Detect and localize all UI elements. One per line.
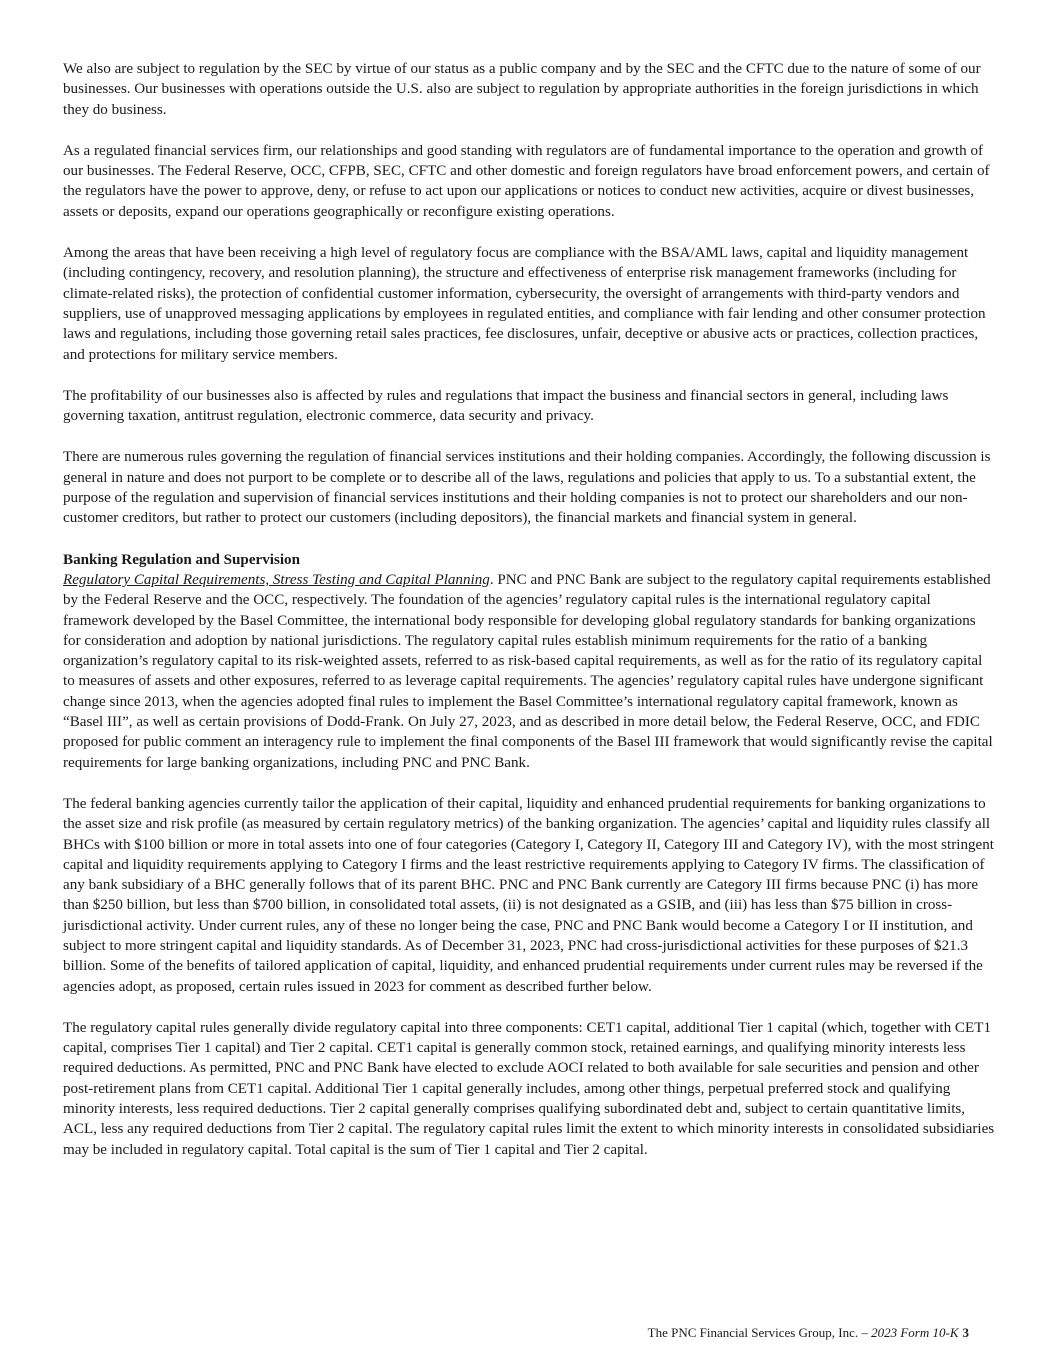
paragraph-regulatory-relationships: As a regulated financial services firm, our relationships and good standing with regulators are of fundamental importance to the operation and growth of our businesses. The Federal Reserve, OCC, CFPB, SEC, CFTC and other domestic and foreign regulators have broad enforcement powers, and certain of the regulators have the power to approve, deny, or refuse to act upon our applications or notices to conduct new activities, acquire or divest businesses, assets or deposits, expand our operations geographically or reconfigure existing operations. (63, 142, 990, 220)
paragraph-regulatory-focus: Among the areas that have been receiving a high level of regulatory focus are compliance with the BSA/AML laws, capital and liquidity management (including contingency, recovery, and resolution planning), the structure and effectiveness of enterprise risk management frameworks (including for climate-related risks), the protection of confidential customer information, cybersecurity, the oversight of arrangements with third-party vendors and suppliers, use of unapproved messaging applications by employees in regulated entities, and compliance with fair lending and other consumer protection laws and regulations, including those governing retail sales practices, fee disclosures, unfair, deceptive or abusive acts or practices, collection practices, and protections for military service members. (63, 245, 986, 363)
subheading-capital-planning: Regulatory Capital Requirements, Stress Testing and Capital Planning (63, 571, 490, 588)
document-body (63, 59, 997, 1181)
footer-company: The PNC Financial Services Group, Inc. – (647, 1325, 872, 1340)
paragraph-capital-components: The regulatory capital rules generally divide regulatory capital into three components: CET1 capital, additional Tier 1 capital (which, together with CET1 capital, comprises Tier 1 capital) and Tier 2 capital. CET1 capital is generally common stock, retained earnings, and qualifying minority interests less required deductions. As permitted, PNC and PNC Bank have elected to exclude AOCI related to both available for sale securities and pension and other post-retirement plans from CET1 capital. Additional Tier 1 capital generally includes, among other things, perpetual preferred stock and qualifying minority interests, less required deductions. Tier 2 capital generally comprises qualifying subordinated debt and, subject to certain quantitative limits, ACL, less any required deductions from Tier 2 capital. The regulatory capital rules limit the extent to which minority interests in consolidated subsidiaries may be included in regulatory capital. Total capital is the sum of Tier 1 capital and Tier 2 capital. (63, 1019, 995, 1158)
page-footer (648, 1325, 969, 1341)
paragraph-numerous-rules: There are numerous rules governing the regulation of financial services institutions and their holding companies. Accordingly, the following discussion is general in nature and does not purport to be complete or to describe all of the laws, regulations and policies that apply to us. To a substantial extent, the purpose of the regulation and supervision of financial services institutions and their holding companies is not to protect our shareholders and our non-customer creditors, but rather to protect our customers (including depositors), the financial markets and financial system in general. (63, 449, 991, 527)
banking-regulation-section (63, 550, 997, 1160)
subheading-period: . (489, 571, 494, 588)
footer-form: 2023 Form 10-K (871, 1325, 959, 1340)
section-heading: Banking Regulation and Supervision (63, 551, 300, 568)
page-number: 3 (962, 1325, 969, 1340)
paragraph-tailoring: The federal banking agencies currently tailor the application of their capital, liquidity and enhanced prudential requirements for banking organizations to the asset size and risk profile (as measured by certain regulatory metrics) of the banking organization. The agencies’ capital and liquidity rules classify all BHCs with $100 billion or more in total assets into one of four categories (Category I, Category II, Category III and Category IV), with the most stringent capital and liquidity requirements applying to Category I firms and the least restrictive requirements applying to Category IV firms. The classification of any bank subsidiary of a BHC generally follows that of its parent BHC. PNC and PNC Bank currently are Category III firms because PNC (i) has more than $250 billion, but less than $700 billion, in consolidated total assets, (ii) is not designated as a GSIB, and (iii) has less than $75 billion in cross-jurisdictional activity. Under current rules, any of these no longer being the case, PNC and PNC Bank would become a Category I or II institution, and subject to more stringent capital and liquidity standards. As of December 31, 2023, PNC had cross-jurisdictional activities for these purposes of $21.3 billion. Some of the benefits of tailored application of capital, liquidity, and enhanced prudential requirements under current rules may be reversed if the agencies adopt, as proposed, certain rules issued in 2023 for comment as described further below. (63, 795, 994, 995)
paragraph-profitability: The profitability of our businesses also is affected by rules and regulations that impact the business and financial sectors in general, including laws governing taxation, antitrust regulation, electronic commerce, data security and privacy. (63, 387, 949, 425)
paragraph-sec-regulation: We also are subject to regulation by the SEC by virtue of our status as a public company and by the SEC and the CFTC due to the nature of some of our businesses. Our businesses with operations outside the U.S. also are subject to regulation by appropriate authorities in the foreign jurisdictions in which they do business. (63, 61, 981, 118)
paragraph-capital-requirements-text: PNC and PNC Bank are subject to the regulatory capital requirements established by the Federal Reserve and the OCC, respectively. The foundation of the agencies’ regulatory capital rules is the international regulatory capital framework developed by the Basel Committee, the international body responsible for developing global regulatory standards for banking organizations for consideration and adoption by national jurisdictions. The regulatory capital rules establish minimum requirements for the ratio of a banking organization’s regulatory capital to its risk-weighted assets, referred to as risk-based capital requirements, as well as for the ratio of its regulatory capital to measures of assets and other exposures, referred to as leverage capital requirements. The agencies’ regulatory capital rules have undergone significant change since 2013, when the agencies adopted final rules to implement the Basel Committee’s international regulatory capital framework, known as “Basel III”, as well as certain provisions of Dodd-Frank. On July 27, 2023, and as described in more detail below, the Federal Reserve, OCC, and FDIC proposed for public comment an interagency rule to implement the final components of the Basel III framework that would significantly revise the capital requirements for large banking organizations, including PNC and PNC Bank. (63, 571, 993, 771)
paragraph-capital-requirements (63, 570, 997, 773)
